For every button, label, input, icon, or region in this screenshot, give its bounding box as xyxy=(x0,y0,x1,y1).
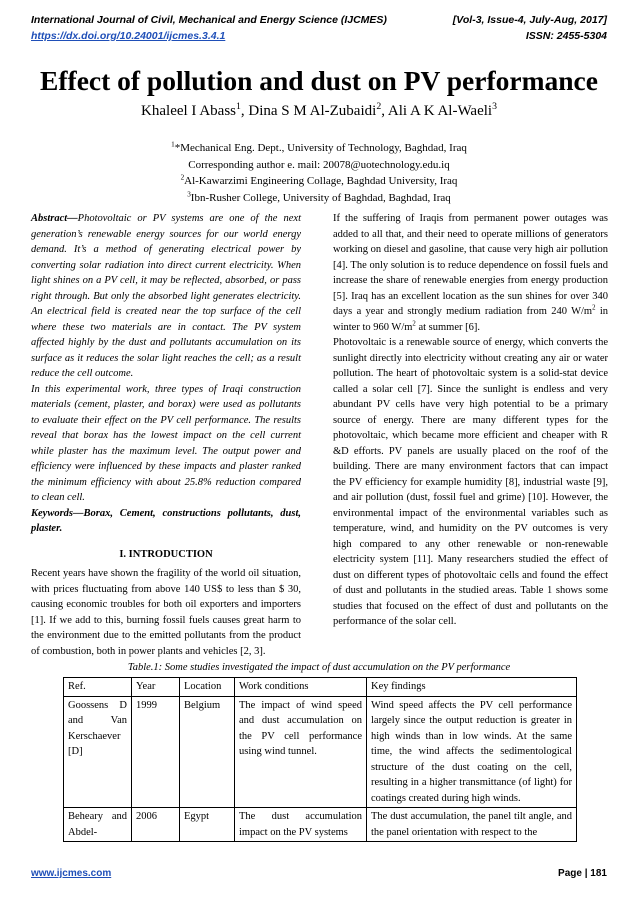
author-3: Ali A K Al-Waeli xyxy=(387,103,493,119)
table-header-findings: Key findings xyxy=(367,678,577,697)
abstract-paragraph-1 xyxy=(31,211,301,382)
author-3-sup: 3 xyxy=(492,101,497,112)
affiliation-2 xyxy=(0,173,638,190)
affiliation-1-text: *Mechanical Eng. Dept., University of Technology, Baghdad, Iraq xyxy=(174,142,467,154)
journal-issue: [Vol-3, Issue-4, July-Aug, 2017] xyxy=(452,14,607,26)
abstract-text-1: Photovoltaic or PV systems are one of the next generation’s renewable energy sources for our world energy demand. It’s a method of generating electrical power by converting solar radiation into direct current electricity. When light shines on a PV cell, it may be reflected, absorbed, or pass right through. But only the absorbed light generates electricity. An electrical field is created near the top surface of the cell where these two materials are in contact. The PV system affected highly by the dust and pollutants accumulation on its surface as it reduces the solar light reaches the cell; as a result reduce the cell outcome. xyxy=(31,213,301,379)
table-cell-work: The dust accumulation impact on the PV systems xyxy=(235,808,367,842)
doi-header xyxy=(31,30,607,42)
table-header-year: Year xyxy=(132,678,180,697)
affiliation-3-sup: 3 xyxy=(187,189,191,198)
keywords: Keywords—Borax, Cement, constructions pollutants, dust, plaster. xyxy=(31,507,301,534)
table-cell-ref: Beheary and Abdel- xyxy=(64,808,132,842)
table-cell-year: 1999 xyxy=(132,696,180,808)
table-cell-year: 2006 xyxy=(132,808,180,842)
keywords-text: Borax, Cement, constructions pollutants, dust, plaster. xyxy=(31,507,301,534)
affiliation-1 xyxy=(0,140,638,157)
affiliation-3-text: Ibn-Rusher College, University of Baghdad, Baghdad, Iraq xyxy=(190,191,451,204)
table-cell-findings: The dust accumulation, the panel tilt angle, and the panel orientation with respect to the xyxy=(367,808,577,842)
author-1: Khaleel I Abass xyxy=(141,103,237,119)
paper-title: Effect of pollution and dust on PV performance xyxy=(40,65,598,96)
author-1-sup: 1 xyxy=(236,101,241,112)
author-list: Khaleel I Abass$^1$, Dina S M Al-Zubaidi$^2$, Ali A K Al-Waeli$^3$ xyxy=(141,101,497,119)
table-cell-location: Belgium xyxy=(180,696,235,808)
abstract-paragraph-2: In this experimental work, three types of Iraqi construction materials (cement, plaster, and borax) were used as pollutants to evaluate their effect on the PV cell performance. The results reveal that borax has the lowest impact on the cell current while plaster has the maximum level. The output power and efficiency were influenced by these impacts and plaster ranked the minimum efficiency with about 25.8% reduction compared to clean cell. xyxy=(31,383,301,503)
footer-site-link[interactable]: www.ijcmes.com xyxy=(31,868,112,879)
issn: ISSN: 2455-5304 xyxy=(525,30,607,42)
table-row xyxy=(64,696,577,808)
page-footer xyxy=(31,868,607,879)
studies-table xyxy=(63,677,577,842)
affiliation-3 xyxy=(0,190,638,207)
affiliation-2-sup: 2 xyxy=(180,173,185,182)
abstract-label: Abstract— xyxy=(31,213,78,224)
table-row xyxy=(64,808,577,842)
intro-heading: I. INTRODUCTION xyxy=(119,548,213,560)
author-2: Dina S M Al-Zubaidi xyxy=(248,103,377,119)
journal-header xyxy=(31,14,607,26)
affiliations xyxy=(0,140,638,206)
corresponding-author: Corresponding author e. mail: 20078@uotechnology.edu.iq xyxy=(188,158,450,171)
journal-name: International Journal of Civil, Mechanical and Energy Science (IJCMES) xyxy=(31,14,387,26)
table-caption: Table.1: Some studies investigated the impact of dust accumulation on the PV performance xyxy=(127,662,511,673)
right-paragraph-2: Photovoltaic is a renewable source of energy, which converts the sunlight directly into electricity without creating any air or water pollution. The heart of photovoltaic system is a solid-stat device called a solar cell [7]. Since the sunlight is endless and very abundant PV cells have very high potential to be a primary source of energy. There are many different types for the photovoltaic, which became more efficient and cheaper with R &D efforts. PV panels are usually placed on the roof of the building. There are many environment factors that can impact the PV efficiency for example humidity [8], industrial waste [9], and air pollution (dust, fossil fuel and grime) [10]. However, the environmental impact of the environmental variables such as temperature, wind, and humidity on the PV outcomes is very high compared to any other renewable or non-renewable electricity system [11]. Many researchers studied the effect of dust on different types of photovoltaic cells and found the effect of dust and pollutants in the studied areas. Table 1 shows some studies that focused on the effect of dust and pollutants on the performance of the solar cell. xyxy=(333,337,608,627)
left-column xyxy=(31,211,301,659)
doi-link[interactable]: https://dx.doi.org/10.24001/ijcmes.3.4.1 xyxy=(31,30,226,42)
right-column xyxy=(333,211,608,630)
table-header-work: Work conditions xyxy=(235,678,367,697)
affiliation-1-sup: 1 xyxy=(171,140,175,149)
table-header-ref: Ref. xyxy=(64,678,132,697)
affiliation-2-text: Al-Kawarzimi Engineering Collage, Baghdad University, Iraq xyxy=(184,175,458,187)
intro-paragraph-1: Recent years have shown the fragility of the world oil situation, with prices fluctuating from above 140 US$ to less than $ 30, causing economic troubles for both oil exporters and importers [1]. If we add to this, burning fossil fuels causes great harm to the environment due to the emitted pollutants from the product of combustion, both in power plants and vehicles [2, 3]. xyxy=(31,568,301,657)
table-header-location: Location xyxy=(180,678,235,697)
table-cell-work: The impact of wind speed and dust accumulation on the PV cell performance using wind tunnel. xyxy=(235,696,367,808)
table-header-row xyxy=(64,678,577,697)
table-cell-location: Egypt xyxy=(180,808,235,842)
right-paragraph-1: If the suffering of Iraqis from permanent power outages was added to all that, and their need to operate millions of generators working on diesel and gasoline, that cause very high air pollution [4]. The only solution is to reduce dependence on fossil fuels and increase the share of renewable energies from energy production [5]. Iraq has an excellent location as the sun shines for over 340 days a year and strongly medium radiation from 240 $W/m^2$ in winter to 960 $W/m^2$ at summer [6]. xyxy=(333,213,609,333)
author-2-sup: 2 xyxy=(376,101,382,112)
page-number: Page | 181 xyxy=(558,868,607,879)
keywords-label: Keywords xyxy=(31,507,73,519)
table-cell-findings: Wind speed affects the PV cell performance largely since the output reduction is greater in high winds than in low winds. At the same time, the wind affects the sedimentological structure of the dust coating on the cell, resulting in a higher transmittance (of light) for coatings created during high winds. xyxy=(367,696,577,808)
table-cell-ref: Goossens D and Van Kerschaever [D] xyxy=(64,696,132,808)
